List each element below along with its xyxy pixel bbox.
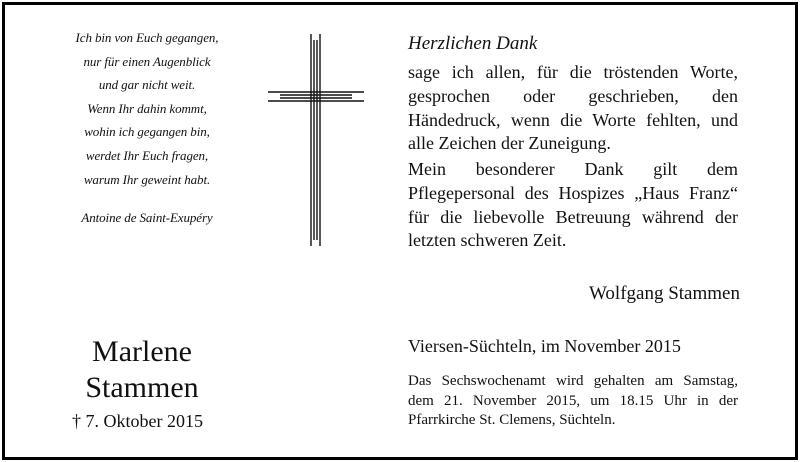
- thanks-title: Herzlichen Dank: [408, 33, 538, 54]
- text-line: letzten schweren Zeit.: [408, 230, 567, 251]
- text-line: dem 21. November 2015, um 18.15 Uhr in der: [408, 392, 738, 409]
- poem-line: werdet Ihr Euch fragen,: [85, 147, 209, 163]
- poem-line: Ich bin von Euch gegangen,: [75, 30, 219, 45]
- poem-line: nur für einen Augenblick: [83, 53, 211, 69]
- deceased-name: [62, 334, 222, 406]
- poem: [42, 26, 252, 230]
- thanks-paragraph-1: [408, 61, 738, 156]
- cross-icon: [268, 34, 364, 246]
- text-line: für die liebevolle Betreuung während der: [408, 206, 738, 227]
- text-line: sage ich allen, für die tröstenden Worte,: [408, 62, 738, 82]
- text-line: alle Zeichen der Zuneigung.: [408, 133, 611, 154]
- text-line: Das Sechswochenamt wird gehalten am Samstag,: [408, 373, 738, 389]
- deceased-last-name: Stammen: [85, 371, 199, 404]
- death-date: † 7. Oktober 2015: [72, 411, 203, 431]
- text-line: Händedruck, wenn die Worte fehlten, und: [408, 109, 738, 130]
- service-notice: [408, 372, 738, 431]
- poem-line: Wenn Ihr dahin kommt,: [87, 100, 207, 116]
- text-line: Pfarrkirche St. Clemens, Süchteln.: [408, 412, 616, 428]
- text-line: gesprochen oder geschrieben, den: [408, 85, 738, 106]
- place-date: Viersen-Süchteln, im November 2015: [408, 336, 681, 356]
- poem-line: warum Ihr geweint habt.: [83, 171, 211, 187]
- poem-author: Antoine de Saint-Exupéry: [81, 210, 213, 226]
- signer-name: Wolfgang Stammen: [589, 283, 740, 304]
- poem-line: und gar nicht weit.: [98, 77, 196, 93]
- poem-line: wohin ich gegangen bin,: [84, 124, 210, 140]
- text-line: Pflegepersonal des Hospizes „Haus Franz“: [408, 182, 738, 203]
- thanks-paragraph-2: [408, 158, 738, 253]
- text-line: Mein besonderer Dank gilt dem: [408, 159, 738, 179]
- deceased-first-name: Marlene: [92, 335, 192, 368]
